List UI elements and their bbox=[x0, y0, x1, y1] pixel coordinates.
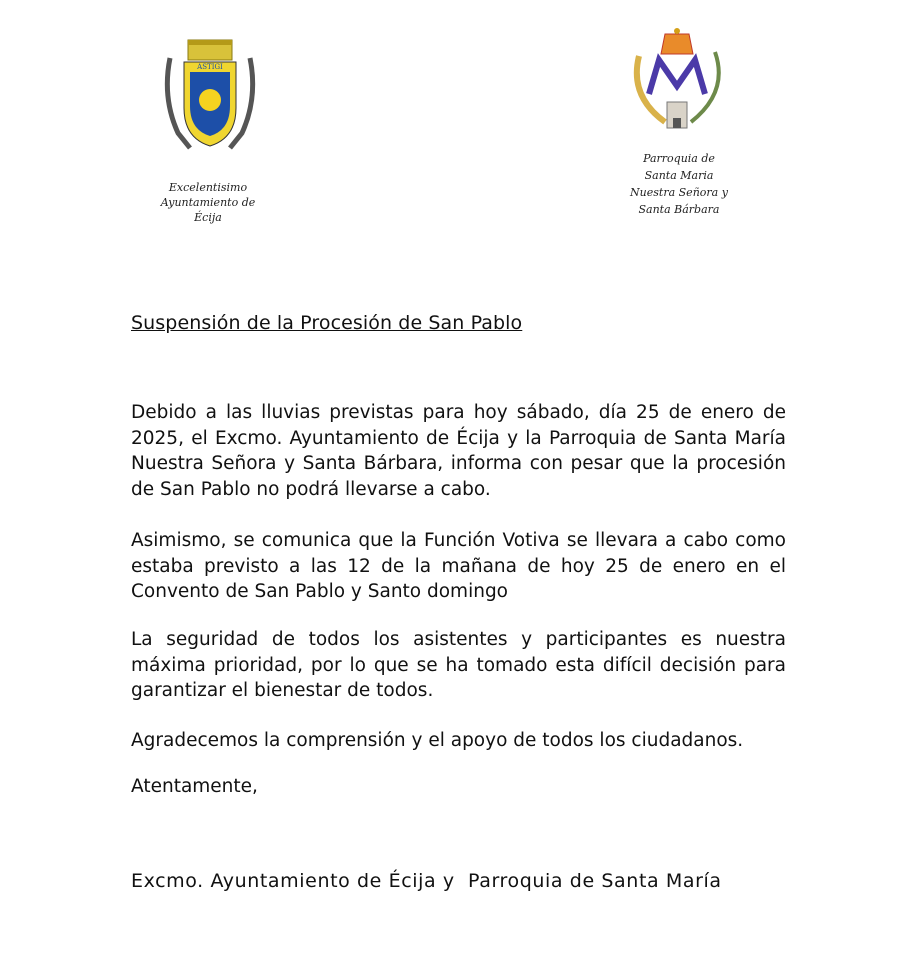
caption-line: Excelentisimo bbox=[168, 181, 248, 194]
left-logo-caption bbox=[148, 180, 268, 225]
paragraph-1: Debido a las lluvias previstas para hoy sábado, día 25 de enero de 2025, el Excmo. Ayuntamiento de Écija y la Parroquia de Santa María Nuestra Señora y Santa Bárbara, informa con pesar que la procesión de San Pablo no podrá llevarse a cabo. bbox=[131, 402, 786, 500]
document-title: Suspensión de la Procesión de San Pablo bbox=[131, 312, 523, 334]
paragraph-3: La seguridad de todos los asistentes y participantes es nuestra máxima prioridad, por lo que se ha tomado esta difícil decisión para garantizar el bienestar de todos. bbox=[131, 629, 786, 701]
caption-line: Écija bbox=[194, 211, 222, 224]
parish-marian-monogram-logo bbox=[625, 26, 730, 132]
right-logo-caption bbox=[612, 150, 746, 218]
caption-line: Nuestra Señora y bbox=[630, 186, 728, 199]
signature: Excmo. Ayuntamiento de Écija y Parroquia de Santa María bbox=[131, 870, 722, 892]
paragraph-2: Asimismo, se comunica que la Función Votiva se llevara a cabo como estaba previsto a las 12 de la mañana de hoy 25 de enero en el Convento de San Pablo y Santo domingo bbox=[131, 530, 786, 602]
closing: Atentamente, bbox=[131, 776, 258, 797]
caption-line: Parroquia de bbox=[643, 152, 715, 165]
caption-line: Santa Bárbara bbox=[638, 203, 720, 216]
paragraph-4: Agradecemos la comprensión y el apoyo de todos los ciudadanos. bbox=[131, 730, 744, 751]
caption-line: Santa Maria bbox=[644, 169, 714, 182]
ecija-coat-of-arms-logo bbox=[160, 38, 260, 156]
caption-line: Ayuntamiento de bbox=[160, 196, 256, 209]
emblem-astigi-text: ASTIGI bbox=[197, 63, 223, 71]
